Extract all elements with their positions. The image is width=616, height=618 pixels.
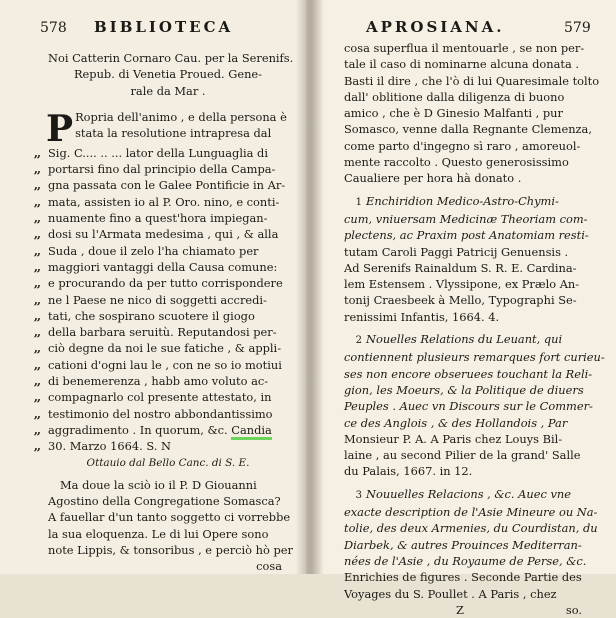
- entry-line: ses non encore obseruees touchant la Reli-: [344, 366, 593, 381]
- text-line: ,, testimonio del nostro abbondantissimo: [34, 406, 273, 421]
- drop-cap: P: [46, 107, 74, 150]
- right-page-body: [344, 40, 605, 618]
- text-line: Caualiere per hora hà donato .: [344, 171, 522, 186]
- intro-paragraph: [344, 40, 600, 187]
- text-line: Basti il dire , che l'ò di lui Quaresimale tolto: [344, 73, 600, 88]
- text-line: A fauellar d'un tanto soggetto ci vorrebbe: [48, 510, 291, 525]
- right-page: [310, 0, 616, 617]
- entry-line: du Palais, 1667. in 12.: [344, 464, 473, 479]
- right-page-number: 579: [564, 20, 591, 36]
- text-line: note Lippis, & tonsoribus , e perciò hò per: [48, 543, 293, 558]
- decree-text: [34, 109, 288, 455]
- text-line: ,, gna passata con le Galee Pontificie in Ar-: [34, 178, 286, 193]
- entry-line: Ad Serenifs Rainaldum S. R. E. Cardina-: [344, 260, 577, 275]
- entry-line: Monsieur P. A. A Paris chez Louys Bil-: [344, 431, 563, 446]
- catalog-entry: [344, 193, 596, 325]
- entry-line: contiennent plusieurs remarques fort curieu-: [344, 350, 605, 365]
- text-line: ,, compagnarlo col presente attestato, in: [34, 390, 272, 405]
- entry-line: lem Estensem . Vlyssipone, ex Prælo An-: [344, 277, 580, 292]
- entry-line: cum, vniuersam Medicinæ Theoriam com-: [344, 211, 588, 226]
- signature-mark: Z: [456, 602, 464, 617]
- entry-line: Diarbek, & autres Prouinces Mediterran-: [344, 537, 582, 552]
- entry-number: 3: [355, 489, 362, 501]
- text-line: cosa superflua il mentouarle , se non per-: [344, 41, 585, 55]
- left-page-body: [34, 50, 294, 575]
- right-running-title: APROSIANA.: [366, 18, 505, 36]
- text-line: Ma doue la sciò io il P. D Giouanni: [60, 477, 257, 492]
- entry-line: ce des Anglois , & des Hollandois , Par: [344, 415, 568, 430]
- left-page: [0, 0, 306, 574]
- entry-line: 3 Nouuelles Relacions , &c. Auec vne: [344, 486, 596, 504]
- right-running-head: [310, 18, 616, 40]
- text-line: ,, maggiori vantaggi della Causa comune:: [34, 259, 278, 274]
- entry-line: 1 Enchiridion Medico-Astro-Chymi-: [344, 193, 596, 211]
- text-line: Ropria dell'animo , e della persona è: [75, 109, 287, 124]
- date-line: ,, 30. Marzo 1664. S. N: [34, 439, 171, 454]
- entry-line: exacte description de l'Asie Mineure ou Na-: [344, 505, 598, 520]
- entry-line: Enrichies de figures . Seconde Partie des: [344, 570, 582, 585]
- text-line: ,, ciò degne da noi le sue fatiche , & appli-: [34, 341, 282, 356]
- text-line: ,, di benemerenza , habb amo voluto ac-: [34, 374, 269, 389]
- text-line: stata la resolutione intrapresa dal: [75, 126, 272, 141]
- left-running-head: [0, 18, 306, 40]
- heading-line: Noi Catterin Cornaro Cau. per la Serenifs.: [48, 51, 294, 65]
- text-line: Somasco, venne dalla Regnante Clemenza,: [344, 122, 592, 137]
- text-line: come parto d'ingegno sì raro , amoreuol-: [344, 138, 581, 153]
- text-line: ,, mata, assisten io al P. Oro. nino, e conti-: [34, 194, 280, 209]
- text-line: ,, portarsi fino dal principio della Campa-: [34, 162, 276, 177]
- heading-line: rale da Mar .: [130, 83, 206, 98]
- text-line: ,, dosi su l'Armata medesima , qui , & alla: [34, 227, 279, 242]
- entry-line: 2 Nouelles Relations du Leuant, qui: [344, 331, 596, 349]
- text-line: amico , che è D Ginesio Malfanti , pur: [344, 106, 563, 121]
- book-gutter: [296, 0, 324, 574]
- catchword: cosa: [256, 559, 282, 574]
- text-line: ,, della barbara seruitù. Reputandosi per-: [34, 325, 277, 340]
- signature-line: Ottauio dal Bello Canc. di S. E.: [86, 456, 250, 469]
- entry-line: Voyages du S. Poullet . A Paris , chez: [344, 586, 557, 601]
- left-running-title: BIBLIOTECA: [94, 18, 234, 36]
- entry-line: tolie, des deux Armenies, du Courdistan, du: [344, 521, 598, 536]
- text-line: ,, aggradimento . In quorum, &c. Candia: [48, 422, 288, 438]
- text-line: tale il caso di nominarne alcuna donata .: [344, 57, 580, 72]
- highlighted-word[interactable]: Candia: [231, 423, 272, 440]
- entry-number: 1: [355, 196, 362, 208]
- page-footer: [344, 602, 596, 618]
- catalog-entry: [344, 331, 605, 480]
- text-line: mente raccolto . Questo generosissimo: [344, 155, 569, 170]
- text-line: ,, cationi d'ogni lau le , con ne so io motiui: [34, 357, 282, 372]
- left-page-number: 578: [40, 20, 67, 36]
- text-line: la sua eloquenza. Le di lui Opere sono: [48, 526, 269, 541]
- entry-line: tutam Caroli Paggi Patricij Genuensis .: [344, 244, 569, 259]
- entry-line: Peuples . Auec vn Discours sur le Commer-: [344, 399, 593, 414]
- entry-line: tonij Craesbeek à Mello, Typographi Se-: [344, 293, 577, 308]
- text-line: Agostino della Congregatione Somasca?: [48, 494, 281, 509]
- catalog-entry: [344, 486, 596, 602]
- entry-line: plectens, ac Praxim post Anatomiam resti-: [344, 228, 589, 243]
- text-line: ,, e procurando da per tutto corrispondere: [34, 276, 283, 291]
- closing-paragraph: [48, 477, 293, 575]
- text-line: dall' oblitione dalla diligenza di buono: [344, 89, 565, 104]
- text-line: ,, ne l Paese ne nico di soggetti accredi-: [34, 292, 267, 307]
- entry-line: renissimi Infantis, 1664. 4.: [344, 309, 500, 324]
- entry-line: nées de l'Asie , du Royaume de Perse, &c.: [344, 553, 587, 568]
- heading-line: Repub. di Venetia Proued. Gene-: [73, 67, 262, 82]
- text-line: ,, Sig. C.... .. ... lator della Lunguaglia di: [34, 145, 268, 160]
- entry-line: laine , au second Pilier de la grand' Salle: [344, 448, 581, 463]
- entry-number: 2: [355, 335, 362, 347]
- catchword: so.: [565, 602, 582, 617]
- entry-line: gion, les Moeurs, & la Politique de diuers: [344, 382, 584, 397]
- text-line: ,, nuamente fino a quest'hora impiegan-: [34, 211, 268, 226]
- decree-heading: [48, 50, 294, 99]
- text-line: ,, Suda , doue il zelo l'ha chiamato per: [34, 243, 259, 258]
- text-line: ,, tati, che sospirano scuotere il giogo: [34, 308, 255, 323]
